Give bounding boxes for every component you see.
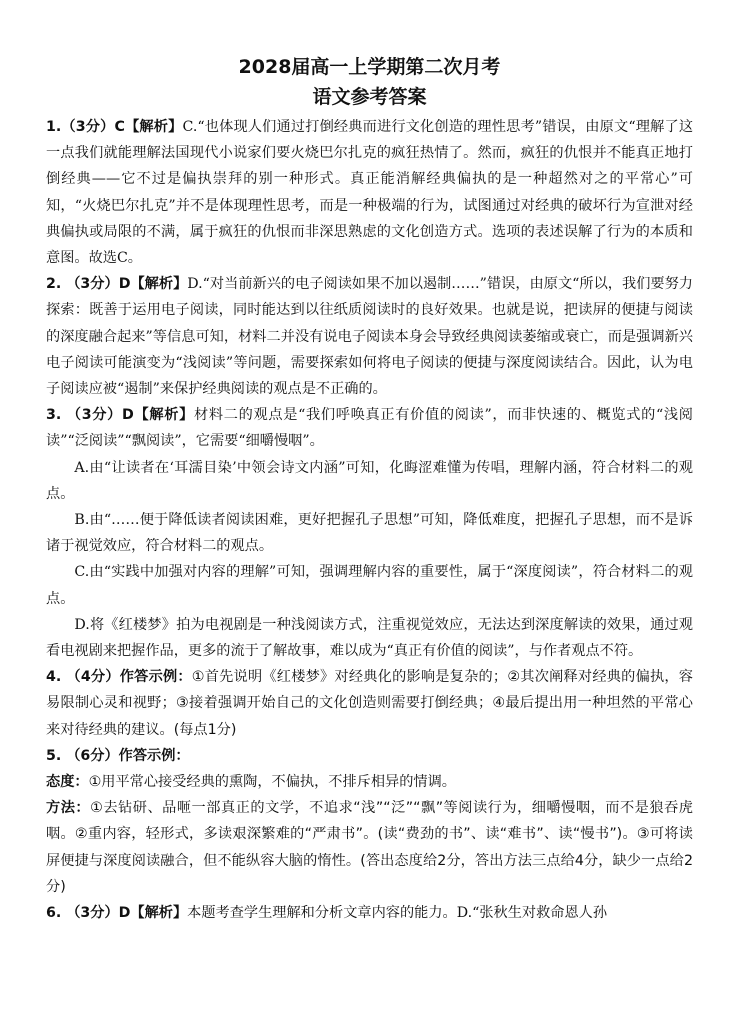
answer-5-head: 5. （6分）作答示例： (46, 747, 190, 764)
answer-3 (46, 402, 693, 454)
answer-5 (46, 743, 693, 769)
answer-1-head: 1.（3分）C【解析】 (46, 119, 183, 135)
answer-6-head: 6. （3分）D【解析】 (46, 905, 188, 922)
answer-3-option-c: C.由“实践中加强对内容的理解”可知，强调理解内容的重要性，属于“深度阅读”，符合材料二的观点。 (46, 564, 693, 607)
answer-3-option-a: A.由“让读者在‘耳濡目染’中领会诗文内涵”可知，化晦涩难懂为传唱，理解内涵，符合材料二的观点。 (46, 459, 693, 502)
answer-4-head: 4. （4分）作答示例： (46, 669, 192, 686)
answer-3-body: 材料二的观点是“我们呼唤真正有价值的阅读”，而非快速的、概览式的“浅阅读”“泛阅读”“飘阅读”，它需要“细嚼慢咽”。 (46, 407, 693, 450)
answer-3-head: 3. （3分）D【解析】 (46, 407, 194, 424)
answer-6 (46, 900, 693, 926)
answer-6-body: 本题考查学生理解和分析文章内容的能力。D.“张秋生对救命恩人孙 (187, 905, 608, 922)
answer-3-option-b: B.由“……便于降低读者阅读困难，更好把握孔子思想”可知，降低难度，把握孔子思想，而不是诉诸于视觉效应，符合材料二的观点。 (46, 512, 693, 555)
answer-4-body: ①首先说明《红楼梦》对经典化的影响是复杂的；②其次阐释对经典的偏执，容易限制心灵和视野；③接着强调开始自己的文化创造则需要打倒经典；④最后提出用一种坦然的平常心来对待经典的建议。(每点1分) (46, 669, 693, 738)
method-text: ①去钻研、品咂一部真正的文学，不追求“浅”“泛”“飘”等阅读行为，细嚼慢咽，而不是狼吞虎咽。②重内容，轻形式，多读艰深繁难的“严肃书”。(读“费劲的书”、读“难书”、读“慢书”)。③可将读屏便捷与深度阅读融合，但不能纵容大脑的惰性。(答出态度给2分，答出方法三点给4分，缺少一点给2分) (46, 800, 693, 895)
attitude-label: 态度： (46, 774, 89, 791)
answer-1 (46, 114, 693, 271)
answer-4 (46, 664, 693, 743)
answer-1-body: C.“也体现人们通过打倒经典而进行文化创造的理性思考”错误，由原文“理解了这一点我们就能理解法国现代小说家们要火烧巴尔扎克的疯狂热情了。然而，疯狂的仇恨并不能真正地打倒经典——它不过是偏执崇拜的别一种形式。真正能消解经典偏执的是一种超然对之的平常心”可知，“火烧巴尔扎克”并不是体现理性思考，而是一种极端的行为，试图通过对经典的破坏行为宣泄对经典偏执或局限的不满，属于疯狂的仇恨而非深思熟虑的文化创造方式。选项的表述误解了行为的本质和意图。故选C。 (46, 119, 694, 267)
answer-2-head: 2. （3分）D【解析】 (46, 276, 188, 293)
document-subtitle: 语文参考答案 (312, 86, 427, 108)
answer-3-option-d: D.将《红楼梦》拍为电视剧是一种浅阅读方式，注重视觉效应，无法达到深度解读的效果，通过观看电视剧来把握作品，更多的流于了解故事，难以成为“真正有价值的阅读”，与作者观点不符。 (46, 616, 693, 660)
attitude-text: ①用平常心接受经典的熏陶，不偏执，不排斥相异的情调。 (88, 774, 456, 791)
answer-5-attitude (46, 769, 693, 795)
method-label: 方法： (46, 800, 91, 817)
answer-2-body: D.“对当前新兴的电子阅读如果不加以遏制……”错误，由原文“所以，我们要努力探索：既善于运用电子阅读，同时能达到以往纸质阅读时的良好效果。也就是说，把读屏的便捷与阅读的深度融合起来”等信息可知，材料二并没有说电子阅读本身会导致经典阅读萎缩或衰亡，而是强调新兴电子阅读可能演变为“浅阅读”等问题，需要探索如何将电子阅读的便捷与深度阅读结合。因此，认为电子阅读应被“遏制”来保护经典阅读的观点是不正确的。 (46, 276, 693, 398)
answer-2 (46, 271, 693, 402)
document-title: 2028届高一上学期第二次月考 (238, 56, 501, 78)
answer-5-method (46, 795, 693, 900)
